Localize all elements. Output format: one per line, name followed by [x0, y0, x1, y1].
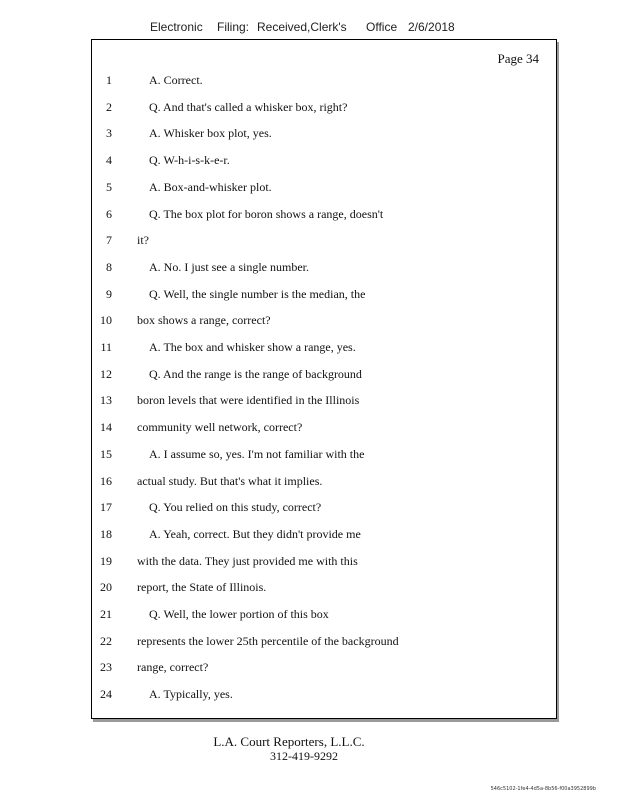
line-text: it? — [137, 233, 149, 248]
line-number: 7 — [106, 233, 112, 248]
page-number: Page 34 — [497, 51, 539, 66]
line-text: Q. And the range is the range of background — [149, 366, 362, 381]
transcript-line — [92, 660, 552, 678]
line-number: 17 — [100, 500, 112, 515]
transcript-line — [92, 554, 552, 572]
transcript-line — [92, 153, 552, 171]
line-text: Q. Well, the single number is the median, the — [149, 286, 366, 301]
line-number: 11 — [100, 340, 112, 354]
transcript-line — [92, 73, 552, 91]
header-date: 2/6/2018 — [408, 20, 455, 34]
transcript-line — [92, 634, 552, 652]
court-reporter-phone: 312-419-9292 — [270, 749, 338, 763]
line-number: 5 — [106, 179, 112, 194]
line-text: A. Correct. — [149, 73, 203, 87]
document-hash: 546c5102-1fe4-4d5a-8b56-f00a3952899b — [490, 786, 596, 792]
transcript-line — [92, 474, 552, 492]
line-number: 10 — [100, 313, 112, 328]
line-number: 4 — [106, 153, 112, 168]
line-number: 15 — [100, 446, 112, 461]
line-number: 16 — [100, 473, 112, 488]
transcript-page — [91, 39, 557, 719]
transcript-line — [92, 393, 552, 411]
transcript-line — [92, 500, 552, 518]
line-text: report, the State of Illinois. — [137, 580, 267, 595]
line-text: Q. The box plot for boron shows a range, doesn't — [149, 206, 384, 221]
line-number: 23 — [100, 660, 112, 675]
line-text: Q. W-h-i-s-k-e-r. — [149, 153, 230, 168]
line-number: 9 — [106, 286, 112, 301]
line-number: 18 — [100, 526, 112, 541]
line-text: Q. And that's called a whisker box, right? — [149, 99, 348, 114]
line-text: range, correct? — [137, 660, 209, 675]
line-number: 3 — [106, 126, 112, 141]
transcript-line — [92, 260, 552, 278]
transcript-line — [92, 126, 552, 144]
transcript-line — [92, 313, 552, 331]
line-text: with the data. They just provided me with this — [137, 553, 358, 568]
header-electronic: Electronic — [150, 20, 203, 34]
line-text: represents the lower 25th percentile of the background — [137, 633, 399, 648]
line-number: 21 — [100, 607, 112, 621]
line-text: box shows a range, correct? — [137, 313, 271, 328]
line-text: A. I assume so, yes. I'm not familiar with the — [149, 446, 365, 461]
transcript-line — [92, 340, 552, 358]
court-reporter-name: L.A. Court Reporters, L.L.C. — [213, 734, 365, 749]
line-number: 12 — [100, 366, 112, 381]
line-number: 20 — [100, 580, 112, 595]
line-number: 13 — [100, 393, 112, 408]
transcript-line — [92, 580, 552, 598]
line-text: A. Typically, yes. — [149, 687, 233, 702]
line-text: boron levels that were identified in the Illinois — [137, 393, 360, 408]
line-number: 2 — [106, 99, 112, 114]
transcript-line — [92, 180, 552, 198]
line-number: 22 — [100, 633, 112, 648]
transcript-line — [92, 420, 552, 438]
line-number: 14 — [100, 420, 112, 435]
line-text: community well network, correct? — [137, 420, 303, 435]
line-number: 8 — [106, 259, 112, 274]
transcript-line — [92, 367, 552, 385]
transcript-line — [92, 687, 552, 705]
header-filing: Filing: — [217, 20, 250, 34]
line-text: Q. You relied on this study, correct? — [149, 500, 322, 515]
transcript-line — [92, 447, 552, 465]
filing-stamp-header — [0, 20, 618, 36]
line-text: A. Yeah, correct. But they didn't provide me — [149, 526, 361, 541]
line-text: Q. Well, the lower portion of this box — [149, 607, 329, 621]
line-number: 6 — [106, 206, 112, 221]
transcript-line — [92, 287, 552, 305]
transcript-line — [92, 207, 552, 225]
line-text: A. No. I just see a single number. — [149, 259, 309, 274]
line-text: actual study. But that's what it implies. — [137, 473, 323, 488]
header-office: Office — [366, 20, 398, 34]
transcript-line — [92, 607, 552, 625]
line-text: A. Box-and-whisker plot. — [149, 179, 272, 194]
line-text: A. Whisker box plot, yes. — [149, 126, 272, 141]
line-number: 24 — [100, 687, 112, 702]
line-number: 19 — [100, 553, 112, 568]
transcript-line — [92, 100, 552, 118]
line-text: A. The box and whisker show a range, yes. — [149, 340, 356, 354]
transcript-line — [92, 527, 552, 545]
transcript-line — [92, 233, 552, 251]
line-number: 1 — [106, 73, 112, 87]
header-received-clerks: Received,Clerk's — [257, 20, 347, 34]
